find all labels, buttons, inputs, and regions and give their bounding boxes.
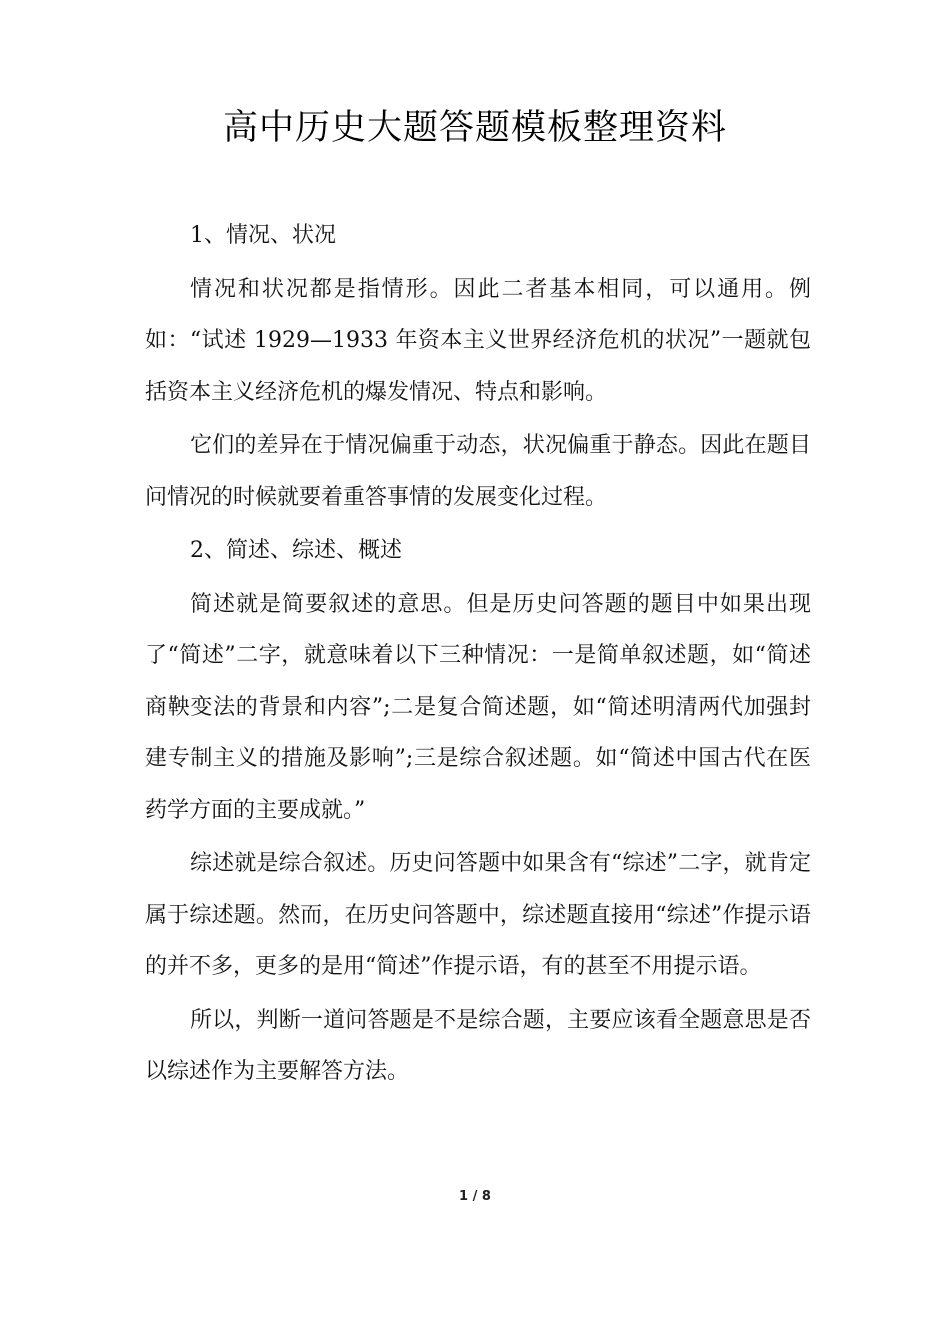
document-body — [145, 210, 811, 1100]
paragraph: 情况和状况都是指情形。因此二者基本相同，可以通用。例如：“试述 1929—1933 年资本主义世界经济危机的状况”一题就包括资本主义经济危机的爆发情况、特点和影响。 — [145, 276, 811, 405]
paragraph: 综述就是综合叙述。历史问答题中如果含有“综述”二字，就肯定属于综述题。然而，在历史问答题中，综述题直接用“综述”作提示语的并不多，更多的是用“简述”作提示语，有的甚至不用提示语。 — [145, 851, 811, 979]
paragraph: 它们的差异在于情况偏重于动态，状况偏重于静态。因此在题目问情况的时候就要着重答事情的发展变化过程。 — [145, 433, 811, 510]
section-heading-1: 1、情况、状况 — [190, 223, 336, 248]
paragraph: 所以，判断一道问答题是不是综合题，主要应该看全题意思是否以综述作为主要解答方法。 — [145, 1007, 811, 1084]
page-number: 1 / 8 — [459, 1189, 491, 1204]
section-heading-2: 2、简述、综述、概述 — [190, 538, 402, 563]
document-title: 高中历史大题答题模板整理资料 — [222, 108, 727, 148]
paragraph: 简述就是简要叙述的意思。但是历史问答题的题目中如果出现了“简述”二字，就意味着以下三种情况：一是简单叙述题，如“简述商鞅变法的背景和内容”;二是复合简述题，如“简述明清两代加强封建专制主义的措施及影响”;三是综合叙述题。如“简述中国古代在医药学方面的主要成就。” — [145, 591, 811, 823]
